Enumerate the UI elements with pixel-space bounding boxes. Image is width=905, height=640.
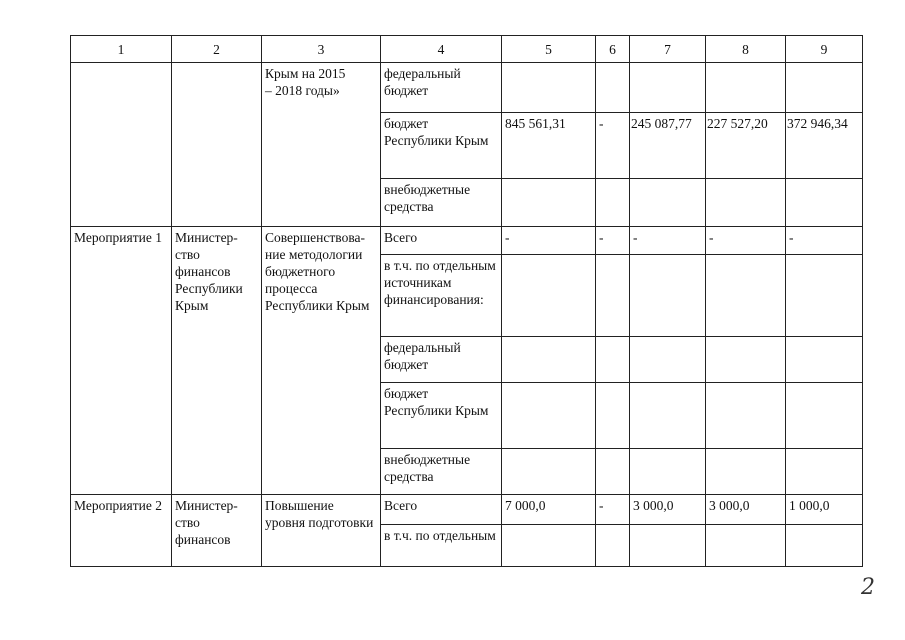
measure-executor: Министер-ство финансов Республики Крым [172,227,262,495]
value-cell [630,525,706,567]
header-cell: 2 [172,36,262,63]
header-cell: 4 [381,36,502,63]
value-cell [706,179,786,227]
value-cell [706,63,786,113]
measure-name: Мероприятие 1 [71,227,172,495]
table-row [71,227,863,255]
value-cell: - [630,227,706,255]
value-cell [502,383,596,449]
value-cell [502,255,596,337]
header-cell: 9 [786,36,863,63]
header-cell: 8 [706,36,786,63]
value-cell: - [596,227,630,255]
value-cell [596,63,630,113]
value-cell: 227 527,20 [706,113,786,179]
value-cell [630,383,706,449]
value-cell [502,525,596,567]
measure-executor: Министер-ство финансов [172,495,262,567]
header-cell: 3 [262,36,381,63]
value-cell [502,449,596,495]
measure-name: Мероприятие 2 [71,495,172,567]
funding-source: в т.ч. по отдельным источникам финансирования: [381,255,502,337]
value-cell: - [596,495,630,525]
page-number: 2 [861,575,875,600]
value-cell [706,337,786,383]
value-cell [502,63,596,113]
value-cell [706,383,786,449]
value-cell: 845 561,31 [502,113,596,179]
value-cell [596,525,630,567]
header-row [71,36,863,63]
value-cell: - [596,113,630,179]
header-cell: 1 [71,36,172,63]
funding-source: бюджет Республики Крым [381,383,502,449]
funding-source: бюджет Республики Крым [381,113,502,179]
empty-cell [172,63,262,227]
value-cell [786,63,863,113]
value-cell [630,449,706,495]
value-cell [786,179,863,227]
value-cell [596,179,630,227]
value-cell: 3 000,0 [630,495,706,525]
measure-title: Совершенствова-ние методологии бюджетного процесса Республики Крым [262,227,381,495]
funding-source: Всего [381,495,502,525]
value-cell: - [786,227,863,255]
value-cell: 1 000,0 [786,495,863,525]
funding-source: внебюджетные средства [381,449,502,495]
value-cell: - [706,227,786,255]
value-cell [630,255,706,337]
value-cell [596,337,630,383]
value-cell [596,255,630,337]
value-cell: 372 946,34 [786,113,863,179]
funding-source: федеральный бюджет [381,337,502,383]
table-row [71,495,863,525]
value-cell [630,337,706,383]
value-cell: 3 000,0 [706,495,786,525]
value-cell [786,525,863,567]
value-cell [706,449,786,495]
value-cell [630,179,706,227]
value-cell: - [502,227,596,255]
value-cell [502,337,596,383]
funding-source: Всего [381,227,502,255]
value-cell [630,63,706,113]
funding-source: внебюджетные средства [381,179,502,227]
funding-source: в т.ч. по отдельным [381,525,502,567]
value-cell [786,337,863,383]
value-cell [596,383,630,449]
budget-table [70,35,863,567]
value-cell: 245 087,77 [630,113,706,179]
measure-title: Повышение уровня подготовки [262,495,381,567]
header-cell: 6 [596,36,630,63]
table-row [71,63,863,113]
value-cell [786,449,863,495]
header-cell: 5 [502,36,596,63]
value-cell [786,255,863,337]
value-cell [596,449,630,495]
value-cell [502,179,596,227]
value-cell [706,255,786,337]
value-cell [706,525,786,567]
header-cell: 7 [630,36,706,63]
value-cell [786,383,863,449]
value-cell: 7 000,0 [502,495,596,525]
funding-source: федеральный бюджет [381,63,502,113]
empty-cell [71,63,172,227]
program-title-tail: Крым на 2015 – 2018 годы» [262,63,381,227]
